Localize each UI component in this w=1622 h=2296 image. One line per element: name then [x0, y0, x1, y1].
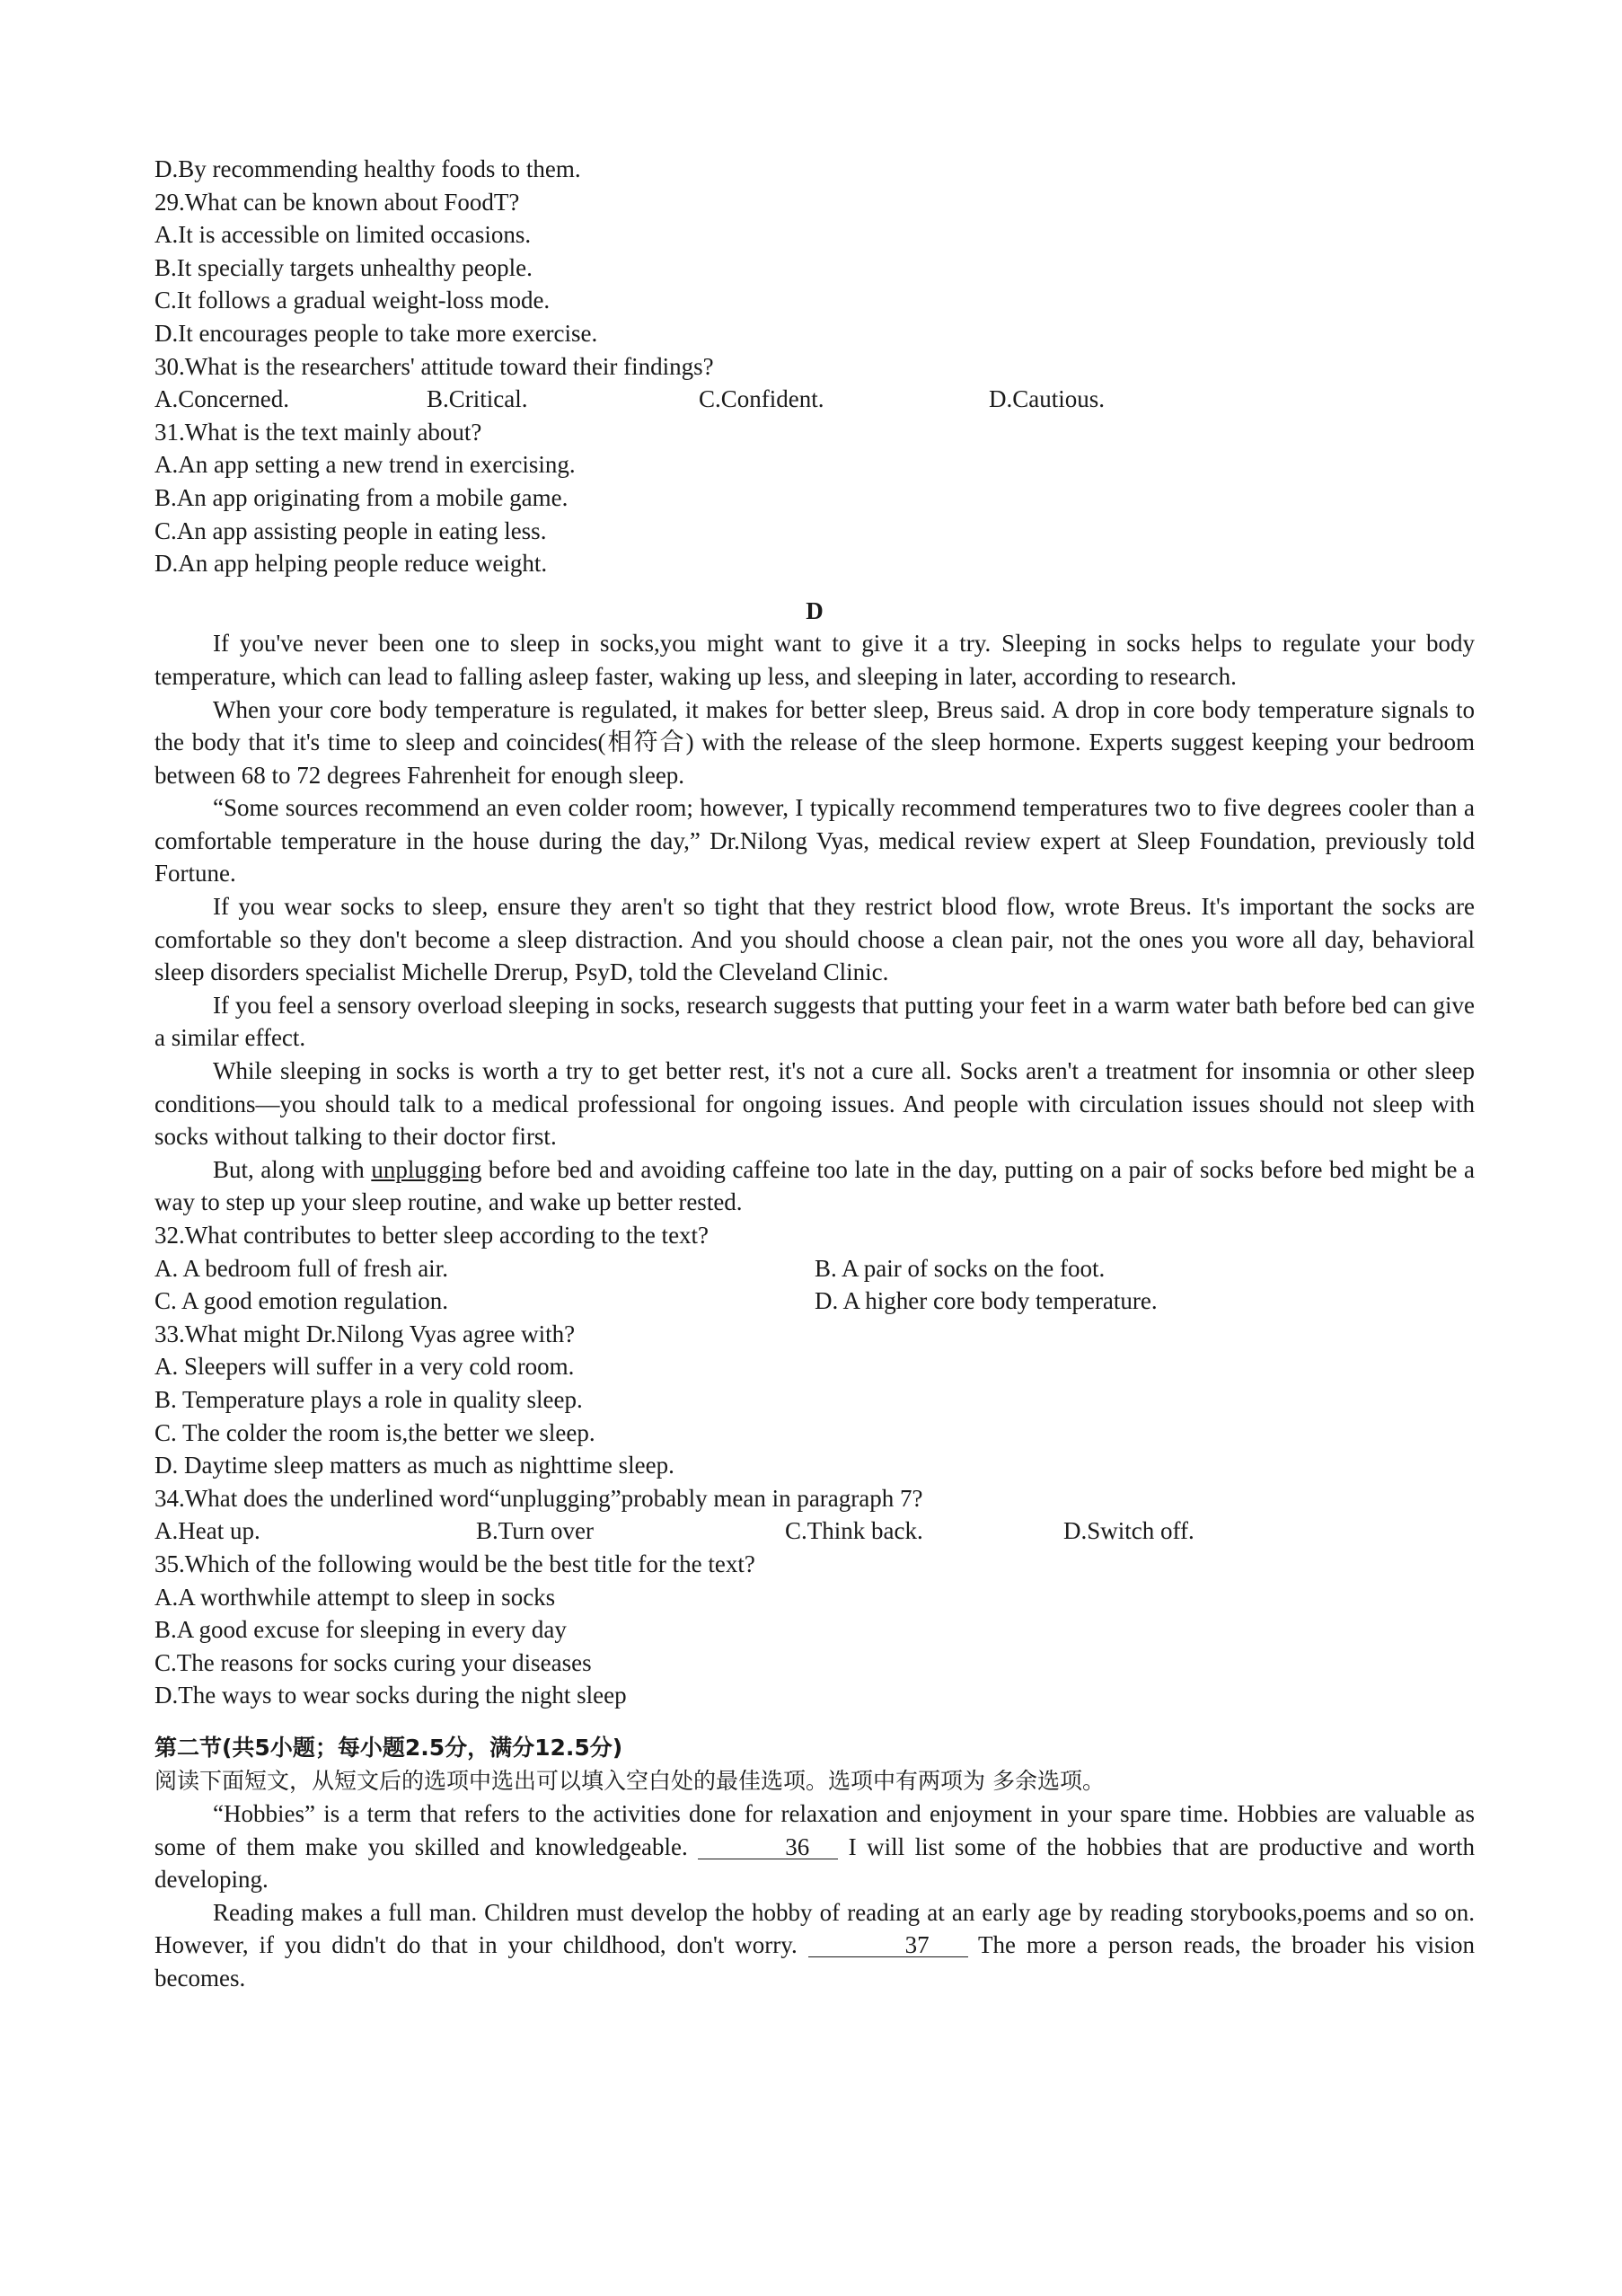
q33-option-c: C. The colder the room is,the better we sleep.	[154, 1418, 595, 1446]
q31-stem: 31.What is the text mainly about?	[154, 418, 482, 446]
q35-option-a: A.A worthwhile attempt to sleep in socks	[154, 1583, 556, 1611]
q33-option-a: A. Sleepers will suffer in a very cold room.	[154, 1353, 575, 1381]
section-2-instructions: 阅读下面短文，从短文后的选项中选出可以填入空白处的最佳选项。选项中有两项为 多余选项。	[154, 1767, 1105, 1794]
q30-stem: 30.What is the researchers' attitude toward their findings?	[154, 352, 714, 380]
q34-option-b: B.Turn over	[476, 1517, 595, 1545]
q32-options-row-2	[154, 1285, 1475, 1318]
q31-option-b: B.An app originating from a mobile game.	[154, 483, 569, 511]
q33-option-d: D. Daytime sleep matters as much as nighttime sleep.	[154, 1452, 674, 1479]
section-2-title: 第二节(共5小题；每小题2.5分，满分12.5分)	[154, 1734, 623, 1761]
passage-d-paragraph-5: If you feel a sensory overload sleeping in socks, research suggests that putting your feet in a warm water bath before bed can give a similar effect.	[154, 991, 1475, 1052]
q34-option-d: D.Switch off.	[1063, 1517, 1194, 1545]
blank-37: 37	[808, 1933, 968, 1957]
q29-option-c: C.It follows a gradual weight-loss mode.	[154, 287, 551, 314]
q32-stem: 32.What contributes to better sleep according to the text?	[154, 1222, 710, 1249]
passage-d-paragraph-4: If you wear socks to sleep, ensure they aren't so tight that they restrict blood flow, wrote Breus. It's important the socks are comfortable so they don't become a sleep distraction. And you should choose a clean pair, not the ones you wore all day, behavioral sleep disorders specialist Michelle Drerup, PsyD, told the Cleveland Clinic.	[154, 893, 1475, 986]
q30-option-a: A.Concerned.	[154, 385, 289, 413]
s2p2-text-before: Reading makes a full man. Children must develop the hobby of reading at an early age by reading storybooks,poems and so on. However, if you didn't do that in your childhood, don't worry.	[154, 1898, 1475, 1959]
q34-stem: 34.What does the underlined word“unplugging”probably mean in paragraph 7?	[154, 1484, 923, 1512]
q32-option-d: D. A higher core body temperature.	[815, 1287, 1158, 1315]
q32-option-c: C. A good emotion regulation.	[154, 1287, 448, 1315]
q29-option-d: D.It encourages people to take more exercise.	[154, 319, 598, 347]
q29-stem: 29.What can be known about FoodT?	[154, 188, 520, 216]
q34-option-a: A.Heat up.	[154, 1517, 260, 1545]
underlined-word: unplugging	[371, 1155, 482, 1183]
passage-d-paragraph-7	[154, 1153, 1475, 1219]
q32-option-b: B. A pair of socks on the foot.	[815, 1254, 1106, 1282]
passage-d-paragraph-6: While sleeping in socks is worth a try to get better rest, it's not a cure all. Socks aren't a treatment for insomnia or other sleep conditions—you should talk to a medical professional for ongoing issues. And people with circulation issues should not sleep with socks without talking to their doctor first.	[154, 1057, 1475, 1151]
q35-option-c: C.The reasons for socks curing your diseases	[154, 1648, 592, 1676]
q34-options	[154, 1514, 1475, 1548]
q30-option-d: D.Cautious.	[989, 385, 1106, 413]
q30-options	[154, 383, 1475, 416]
passage-d-paragraph-3: “Some sources recommend an even colder room; however, I typically recommend temperatures two to five degrees cooler than a comfortable temperature in the house during the day,” Dr.Nilong Vyas, medical review expert at Sleep Foundation, previously told Fortune.	[154, 794, 1475, 887]
section-2-paragraph-1	[154, 1797, 1475, 1896]
passage-d-title: D	[806, 596, 824, 624]
q31-option-c: C.An app assisting people in eating less.	[154, 517, 547, 544]
p7-text-after: before bed and avoiding caffeine too late in the day, putting on a pair of socks before bed might be a way to step up your sleep routine, and wake up better rested.	[154, 1155, 1475, 1216]
q30-option-b: B.Critical.	[427, 385, 528, 413]
q29-option-a: A.It is accessible on limited occasions.	[154, 221, 532, 249]
q35-option-b: B.A good excuse for sleeping in every day	[154, 1616, 567, 1644]
passage-d-paragraph-1: If you've never been one to sleep in socks,you might want to give it a try. Sleeping in socks helps to regulate your body temperature, which can lead to falling asleep faster, waking up less, and sleeping in later, according to research.	[154, 630, 1475, 690]
q35-option-d: D.The ways to wear socks during the night sleep	[154, 1682, 627, 1709]
q35-stem: 35.Which of the following would be the best title for the text?	[154, 1550, 755, 1577]
passage-d-paragraph-2: When your core body temperature is regulated, it makes for better sleep, Breus said. A drop in core body temperature signals to the body that it's time to sleep and coincides(相符合) with the release of the sleep hormone. Experts suggest keeping your bedroom between 68 to 72 degrees Fahrenheit for enough sleep.	[154, 695, 1475, 789]
q33-option-b: B. Temperature plays a role in quality sleep.	[154, 1385, 583, 1413]
s2p1-text-after: I will list some of the hobbies that are productive and worth developing.	[154, 1832, 1476, 1894]
exam-page	[154, 153, 1475, 1995]
q32-option-a: A. A bedroom full of fresh air.	[154, 1254, 448, 1282]
q28-option-d: D.By recommending healthy foods to them.	[154, 155, 581, 182]
s2p2-text-after: The more a person reads, the broader his vision becomes.	[154, 1931, 1476, 1992]
q31-option-a: A.An app setting a new trend in exercising.	[154, 451, 576, 479]
q30-option-c: C.Confident.	[699, 385, 824, 413]
blank-36: 36	[698, 1835, 838, 1859]
q32-options-row-1	[154, 1252, 1475, 1285]
q33-stem: 33.What might Dr.Nilong Vyas agree with?	[154, 1320, 576, 1347]
q34-option-c: C.Think back.	[785, 1517, 923, 1545]
q29-option-b: B.It specially targets unhealthy people.	[154, 253, 533, 281]
p7-text-before: But, along with	[213, 1155, 372, 1183]
q31-option-d: D.An app helping people reduce weight.	[154, 550, 548, 578]
s2p1-text-before: “Hobbies” is a term that refers to the activities done for relaxation and enjoyment in your spare time. Hobbies are valuable as some of them make you skilled and knowledgeable.	[154, 1800, 1475, 1860]
section-2-paragraph-2	[154, 1896, 1475, 1995]
